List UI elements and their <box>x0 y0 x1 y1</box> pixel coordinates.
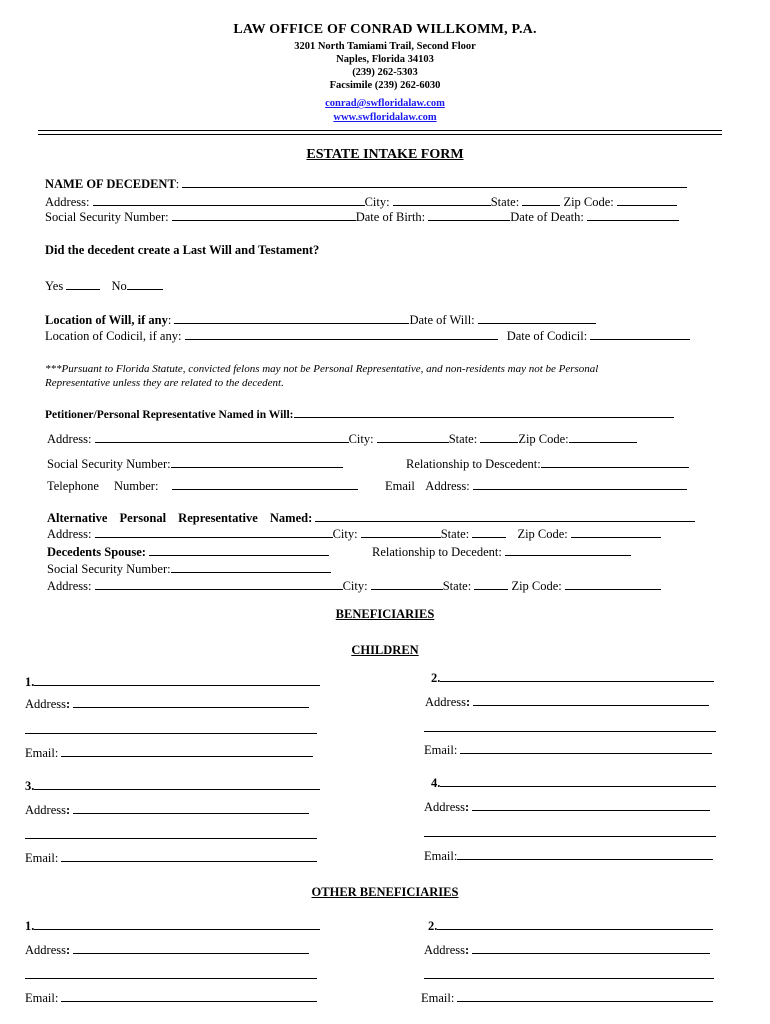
spouse-field[interactable] <box>149 544 329 556</box>
form-title: ESTATE INTAKE FORM <box>306 147 464 162</box>
other-2-address-field[interactable] <box>472 942 710 954</box>
petitioner-zip-label: Zip Code: <box>518 432 569 446</box>
petitioner-ssn-field[interactable] <box>171 456 343 468</box>
decedent-ssn-row <box>45 209 679 225</box>
alternate-field[interactable] <box>315 510 695 522</box>
codicil-date-field[interactable] <box>590 328 690 340</box>
other-1-name-field[interactable] <box>34 918 320 930</box>
spouse-row <box>47 544 329 560</box>
child-4-name-field[interactable] <box>440 775 716 787</box>
child-1-name-field[interactable] <box>34 674 320 686</box>
child-1-address-line2[interactable] <box>25 722 317 734</box>
decedent-name-field[interactable] <box>182 176 687 188</box>
decedent-city-label: City: <box>364 195 390 209</box>
child-2-name-field[interactable] <box>440 670 714 682</box>
firm-fax: Facsimile (239) 262-6030 <box>329 80 441 91</box>
child-2-email-field[interactable] <box>460 742 712 754</box>
petitioner-relationship-row <box>406 456 689 472</box>
will-no-label: No <box>111 279 127 293</box>
decedent-name-label: NAME OF DECEDENT <box>45 177 176 191</box>
child-2-email-row: Email: <box>424 742 712 758</box>
codicil-location-label: Location of Codicil, if any: <box>45 329 182 343</box>
other-1-address-line2[interactable] <box>25 967 317 979</box>
will-yes-label: Yes <box>45 279 64 293</box>
child-3-address-row: Address: <box>25 802 309 818</box>
alternate-state-label: State: <box>440 527 470 541</box>
spouse-state-label: State: <box>442 579 472 593</box>
spouse-address-row <box>47 578 661 594</box>
child-3-name-row: 3. <box>25 778 320 794</box>
other-1-email-row: Email: <box>25 990 317 1006</box>
petitioner-ssn-label: Social Security Number: <box>47 457 171 471</box>
spouse-city-field[interactable] <box>371 578 443 590</box>
spouse-label: Decedents Spouse: <box>47 545 146 559</box>
decedent-address-label: Address: <box>45 195 90 209</box>
will-location-row: Location of Will, if any: Date of Will: <box>45 312 596 328</box>
spouse-relationship-row <box>372 544 631 560</box>
alternate-state-field[interactable] <box>472 526 506 538</box>
child-2-address-field[interactable] <box>473 694 709 706</box>
petitioner-state-field[interactable] <box>480 431 518 443</box>
petitioner-phone-field[interactable] <box>172 478 358 490</box>
decedent-state-field[interactable] <box>522 194 560 206</box>
firm-street: 3201 North Tamiami Trail, Second Floor <box>294 41 476 52</box>
spouse-zip-label: Zip Code: <box>511 579 562 593</box>
child-3-address-line2[interactable] <box>25 827 317 839</box>
petitioner-email-field[interactable] <box>473 478 687 490</box>
petitioner-relationship-field[interactable] <box>541 456 689 468</box>
petitioner-zip-field[interactable] <box>569 431 637 443</box>
child-2-address-row: Address: <box>425 694 709 710</box>
codicil-location-field[interactable] <box>185 328 498 340</box>
other-1-name-row: 1. <box>25 918 320 934</box>
children-heading: CHILDREN <box>351 643 419 657</box>
child-1-address-row: Address: <box>25 696 309 712</box>
child-4-address-row: Address: <box>424 799 710 815</box>
will-date-field[interactable] <box>478 312 596 324</box>
will-yes-field[interactable] <box>66 278 100 290</box>
petitioner-state-label: State: <box>448 432 478 446</box>
child-4-address-field[interactable] <box>472 799 710 811</box>
alternate-zip-label: Zip Code: <box>517 527 568 541</box>
alternate-city-field[interactable] <box>361 526 441 538</box>
other-beneficiaries-heading: OTHER BENEFICIARIES <box>311 885 459 899</box>
spouse-state-field[interactable] <box>474 578 508 590</box>
child-3-email-field[interactable] <box>61 850 317 862</box>
decedent-zip-field[interactable] <box>617 194 677 206</box>
other-2-address-line2[interactable] <box>424 967 714 979</box>
other-1-address-row: Address: <box>25 942 309 958</box>
petitioner-phone-row <box>47 478 358 494</box>
decedent-dob-label: Date of Birth: <box>355 210 426 224</box>
firm-website-link[interactable]: www.swfloridalaw.com <box>333 112 437 123</box>
firm-name: LAW OFFICE OF CONRAD WILLKOMM, P.A. <box>233 22 537 37</box>
decedent-ssn-field[interactable] <box>172 209 356 221</box>
petitioner-address-field[interactable] <box>95 431 349 443</box>
statute-note-line2: Representative unless they are related to the decedent. <box>45 377 284 389</box>
alternate-address-label: Address: <box>47 527 92 541</box>
will-yes-no-row <box>45 278 163 294</box>
firm-email-link[interactable]: conrad@swfloridalaw.com <box>325 98 445 109</box>
decedent-city-field[interactable] <box>393 194 491 206</box>
firm-phone: (239) 262-5303 <box>352 67 418 78</box>
header-rule-top <box>38 130 722 131</box>
will-question: Did the decedent create a Last Will and Testament? <box>45 243 320 257</box>
child-1-email-row: Email: <box>25 745 313 761</box>
child-3-name-field[interactable] <box>34 778 320 790</box>
decedent-dob-field[interactable] <box>428 209 510 221</box>
petitioner-label: Petitioner/Personal Representative Named in Will: <box>45 409 294 421</box>
petitioner-email-label: Email Address: <box>385 479 470 493</box>
child-2-address-line2[interactable] <box>424 720 716 732</box>
child-3-email-row: Email: <box>25 850 317 866</box>
other-2-email-row: Email: <box>421 990 713 1006</box>
child-3-address-field[interactable] <box>73 802 309 814</box>
child-1-name-row: 1. <box>25 674 320 690</box>
petitioner-field[interactable] <box>294 406 674 418</box>
child-4-email-row: Email: <box>424 848 713 864</box>
decedent-address-field[interactable] <box>93 194 365 206</box>
decedent-dod-field[interactable] <box>587 209 679 221</box>
other-1-email-field[interactable] <box>61 990 317 1002</box>
petitioner-address-row <box>47 431 637 447</box>
will-location-label: Location of Will, if any <box>45 313 168 327</box>
other-2-name-row: 2. <box>428 918 713 934</box>
other-1-address-field[interactable] <box>73 942 309 954</box>
petitioner-address-label: Address: <box>47 432 92 446</box>
petitioner-relationship-label: Relationship to Descedent: <box>406 457 541 471</box>
child-1-address-field[interactable] <box>73 696 309 708</box>
decedent-name-row: NAME OF DECEDENT: <box>45 176 687 192</box>
child-4-address-line2[interactable] <box>424 825 716 837</box>
petitioner-row <box>45 406 674 421</box>
beneficiaries-heading: BENEFICIARIES <box>335 607 435 621</box>
will-no-field[interactable] <box>127 278 163 290</box>
decedent-dod-label: Date of Death: <box>510 210 584 224</box>
child-4-name-row: 4. <box>431 775 716 791</box>
spouse-address-label: Address: <box>47 579 92 593</box>
petitioner-email-row <box>385 478 687 494</box>
alternate-zip-field[interactable] <box>571 526 661 538</box>
child-1-email-field[interactable] <box>61 745 313 757</box>
alternate-label: Alternative Personal Representative Named: <box>47 511 313 525</box>
petitioner-phone-label: Telephone Number: <box>47 479 159 493</box>
will-date-label: Date of Will: <box>409 313 475 327</box>
alternate-address-field[interactable] <box>95 526 333 538</box>
spouse-relationship-field[interactable] <box>505 544 631 556</box>
other-2-name-field[interactable] <box>437 918 713 930</box>
decedent-zip-label: Zip Code: <box>563 195 614 209</box>
spouse-ssn-field[interactable] <box>171 561 331 573</box>
petitioner-ssn-row <box>47 456 343 472</box>
statute-note-line1: ***Pursuant to Florida Statute, convicted felons may not be Personal Representative, and non-residents may not be Personal <box>45 363 599 375</box>
decedent-ssn-label: Social Security Number: <box>45 210 169 224</box>
will-location-field[interactable] <box>174 312 409 324</box>
other-2-email-field[interactable] <box>457 990 713 1002</box>
petitioner-city-field[interactable] <box>377 431 449 443</box>
codicil-date-label: Date of Codicil: <box>506 329 588 343</box>
header-rule-bottom <box>38 134 722 135</box>
alternate-row <box>47 510 695 526</box>
petitioner-city-label: City: <box>348 432 374 446</box>
child-2-name-row: 2. <box>431 670 714 686</box>
spouse-zip-field[interactable] <box>565 578 661 590</box>
spouse-relationship-label: Relationship to Decedent: <box>372 545 502 559</box>
child-4-email-field[interactable] <box>457 848 713 860</box>
alternate-address-row <box>47 526 661 542</box>
other-2-address-row: Address: <box>424 942 710 958</box>
decedent-state-label: State: <box>490 195 520 209</box>
alternate-city-label: City: <box>332 527 358 541</box>
firm-city: Naples, Florida 34103 <box>336 54 434 65</box>
spouse-address-field[interactable] <box>95 578 343 590</box>
spouse-city-label: City: <box>342 579 368 593</box>
codicil-row <box>45 328 690 344</box>
decedent-address-row <box>45 194 677 210</box>
spouse-ssn-label: Social Security Number: <box>47 562 171 576</box>
spouse-ssn-row <box>47 561 331 577</box>
